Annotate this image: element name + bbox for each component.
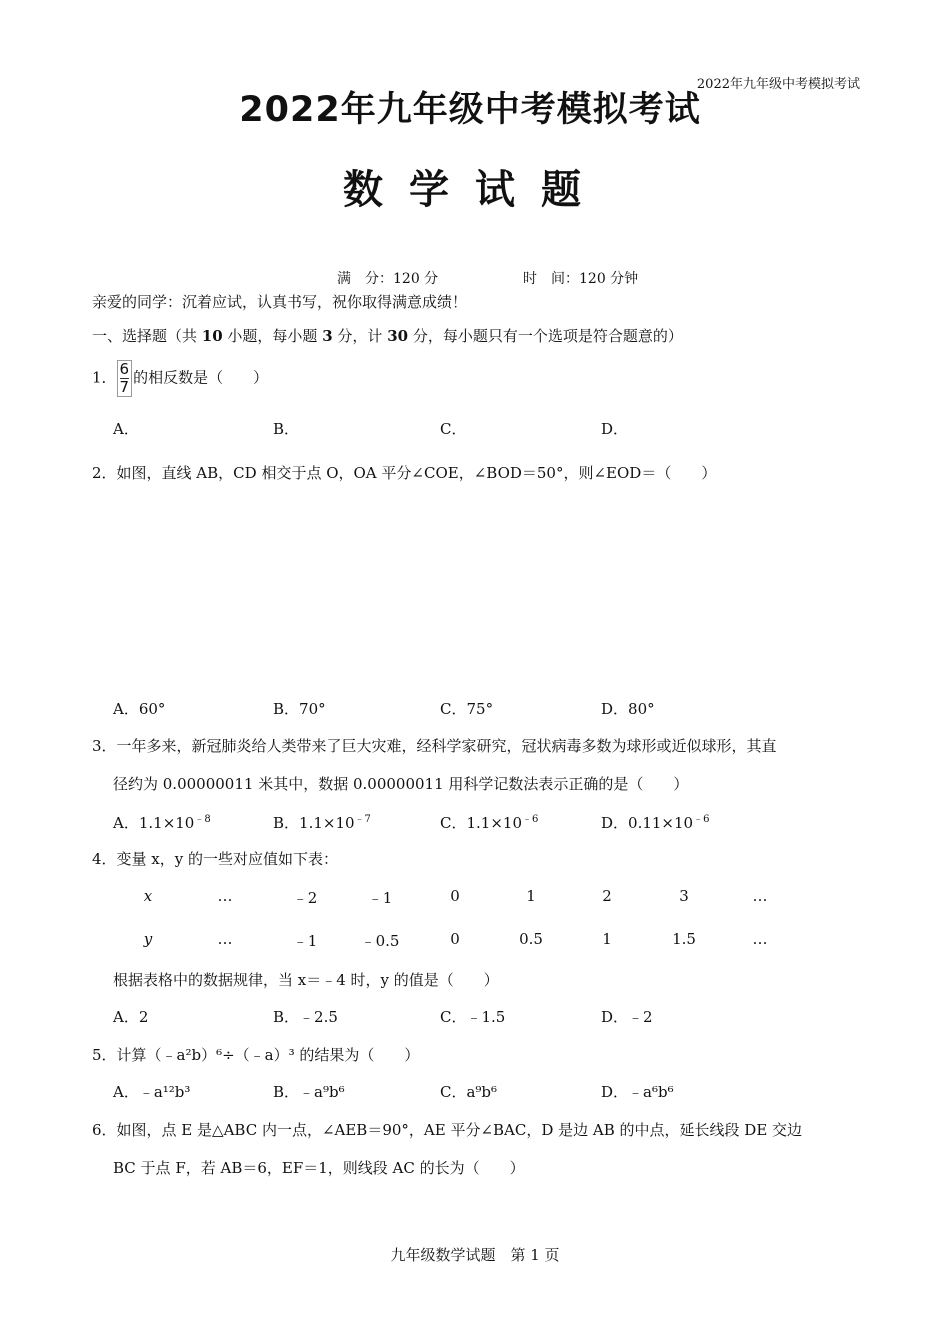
table-y-label: y xyxy=(143,930,153,948)
q2-option-d[interactable]: D．80° xyxy=(601,700,655,718)
table-cell: 1 xyxy=(526,887,536,905)
question-3-line-1: 3．一年多来，新冠肺炎给人类带来了巨大灾难，经科学家研究，冠状病毒多数为球形或近似球形，其直 xyxy=(92,737,777,755)
score-info: 满 分：120 分 xyxy=(337,271,439,287)
question-5: 5．计算（﹣a²b）⁶÷（﹣a）³ 的结果为（ ） xyxy=(92,1046,420,1064)
table-x-label: x xyxy=(143,887,153,905)
table-cell: 1.5 xyxy=(672,930,696,948)
table-cell: 0.5 xyxy=(519,930,543,948)
q3-option-b[interactable]: B．$1.1\times 10^{﹣7}$ xyxy=(273,814,371,832)
q4-option-a[interactable]: A．2 xyxy=(113,1008,149,1026)
exam-subtitle: 数学试题 xyxy=(343,167,607,213)
question-6-line-1: 6．如图，点 E 是△ABC 内一点，∠AEB＝90°，AE 平分∠BAC，D 是边 AB 的中点，延长线段 DE 交边 xyxy=(92,1121,803,1139)
table-cell: … xyxy=(752,930,768,948)
page-footer: 九年级数学试题 第 1 页 xyxy=(390,1246,560,1264)
section-heading: 一、选择题（共 10 小题，每小题 3 分，计 30 分，每小题只有一个选项是符合题意的） xyxy=(92,327,683,345)
table-cell: ﹣1 xyxy=(292,932,318,950)
question-2: 2．如图，直线 AB，CD 相交于点 O，OA 平分∠COE，∠BOD＝50°，则∠EOD＝（ ） xyxy=(92,464,717,482)
table-cell: 0 xyxy=(450,887,460,905)
value-table xyxy=(130,887,830,950)
fraction: $\frac{6}{7}$ xyxy=(117,360,133,397)
q3-option-a[interactable]: A．$1.1\times 10^{﹣8}$ xyxy=(113,814,211,832)
q5-option-a[interactable]: A．﹣a¹²b³ xyxy=(113,1083,191,1101)
question-4-intro: 4．变量 x，y 的一些对应值如下表： xyxy=(92,850,339,868)
greeting: 亲爱的同学：沉着应试，认真书写，祝你取得满意成绩！ xyxy=(92,293,468,311)
q5-option-b[interactable]: B．﹣a⁹b⁶ xyxy=(273,1083,345,1101)
q3-option-d[interactable]: D．$0.11\times 10^{﹣6}$ xyxy=(601,814,710,832)
question-1: 1． $\frac{6}{7}$ 的相反数是（ ） xyxy=(92,360,269,396)
table-cell: 0 xyxy=(450,930,460,948)
q1-option-d[interactable]: D． xyxy=(601,420,629,438)
table-cell: … xyxy=(752,887,768,905)
question-6-line-2: BC 于点 F，若 AB＝6，EF＝1，则线段 AC 的长为（ ） xyxy=(113,1159,525,1177)
question-4-prompt: 根据表格中的数据规律，当 x＝﹣4 时，y 的值是（ ） xyxy=(113,971,499,989)
table-cell: ﹣1 xyxy=(367,889,393,907)
table-cell: ﹣0.5 xyxy=(360,932,400,950)
table-cell: 3 xyxy=(679,887,689,905)
q4-option-b[interactable]: B．﹣2.5 xyxy=(273,1008,338,1026)
q4-option-c[interactable]: C．﹣1.5 xyxy=(440,1008,506,1026)
header-note: 2022年九年级中考模拟考试 xyxy=(696,77,860,92)
q5-option-c[interactable]: C．a⁹b⁶ xyxy=(440,1083,498,1101)
table-cell: … xyxy=(217,930,233,948)
q1-option-a[interactable]: A． xyxy=(113,420,139,438)
table-cell: 2 xyxy=(602,887,612,905)
q4-option-d[interactable]: D．﹣2 xyxy=(601,1008,653,1026)
table-cell: … xyxy=(217,887,233,905)
exam-title: 2022年九年级中考模拟考试 xyxy=(239,90,701,130)
table-cell: 1 xyxy=(602,930,612,948)
table-cell: ﹣2 xyxy=(292,889,318,907)
question-3-line-2: 径约为 0.00000011 米其中，数据 0.00000011 用科学记数法表示正确的是（ ） xyxy=(113,775,689,793)
q5-option-d[interactable]: D．﹣a⁶b⁶ xyxy=(601,1083,674,1101)
q2-option-b[interactable]: B．70° xyxy=(273,700,326,718)
q2-option-a[interactable]: A．60° xyxy=(113,700,166,718)
time-info: 时 间：120 分钟 xyxy=(523,271,639,287)
q3-option-c[interactable]: C．$1.1\times 10^{﹣6}$ xyxy=(440,814,539,832)
q1-option-c[interactable]: C． xyxy=(440,420,467,438)
q2-option-c[interactable]: C．75° xyxy=(440,700,494,718)
q1-option-b[interactable]: B． xyxy=(273,420,300,438)
